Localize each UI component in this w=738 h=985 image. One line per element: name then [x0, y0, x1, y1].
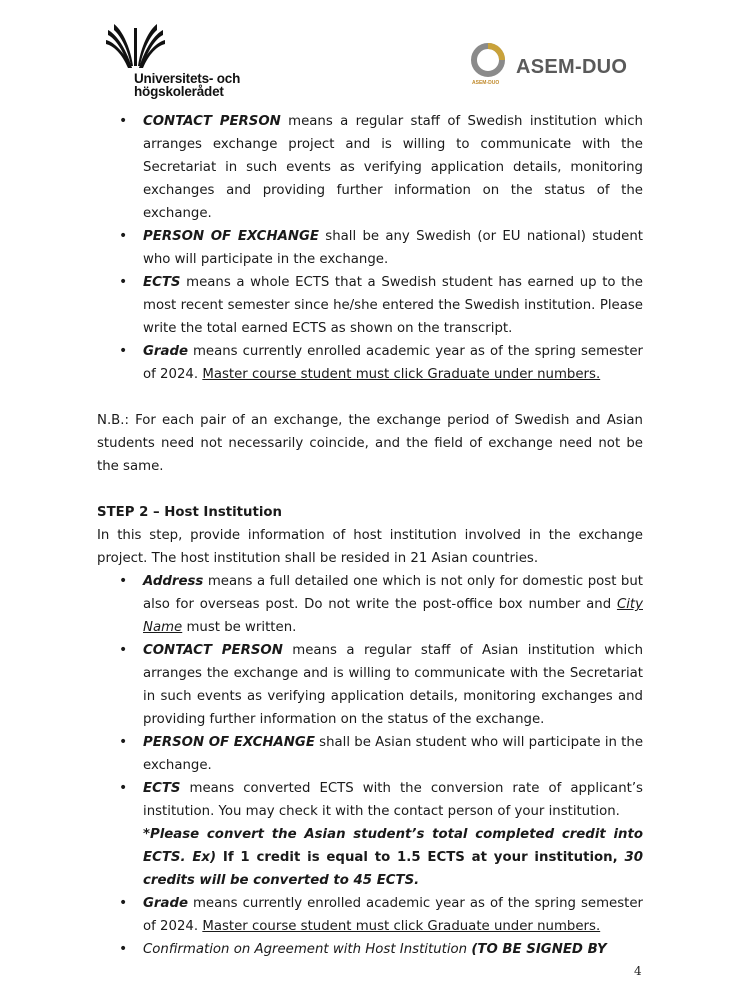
uhr-book-icon	[106, 22, 166, 72]
grade-note: Master course student must click Graduate under numbers.	[202, 367, 601, 382]
term: PERSON OF EXCHANGE	[143, 229, 319, 244]
step1-definitions-list	[97, 110, 643, 386]
asem-duo-logo	[470, 42, 640, 92]
definition: means a whole ECTS that a Swedish student has earned up to the most recent semester since he/she entered the Swedish institution. Please write the total earned ECTS as shown on the transcript.	[143, 275, 643, 336]
list-item	[143, 570, 643, 639]
list-item	[143, 225, 643, 271]
definition: means a regular staff of Asian institution which arranges the exchange and is willing to communicate with the Secretariat in such events as verifying application details, monitoring exchanges and providing further information on the status of the exchange.	[143, 643, 643, 727]
spacer	[97, 386, 643, 409]
page-header	[0, 0, 738, 110]
asem-logo-name: ASEM-DUO	[516, 56, 628, 78]
confirmation-text: Confirmation on Agreement with Host Institution	[143, 942, 472, 957]
step2-title: STEP 2 – Host Institution	[97, 505, 283, 520]
list-item	[143, 892, 643, 938]
spacer	[97, 478, 643, 501]
term: CONTACT PERSON	[143, 114, 281, 129]
term: Grade	[143, 344, 188, 359]
step2-definitions-list	[97, 570, 643, 961]
ects-note-bold: If 1 credit is equal to 1.5 ECTS at your institution,	[216, 850, 625, 865]
document-body	[97, 110, 643, 961]
term: Grade	[143, 896, 188, 911]
list-item	[143, 639, 643, 731]
list-item	[143, 938, 643, 961]
list-item	[143, 340, 643, 386]
uhr-logo-line2: högskolerådet	[134, 83, 224, 99]
definition: shall be any Swedish (or EU national) student who will participate in the exchange.	[143, 229, 644, 267]
asem-logo-subtext: ASEM-DUO	[472, 80, 500, 86]
definition: means currently enrolled academic year as of the spring semester of 2024.	[143, 896, 643, 934]
uhr-logo	[104, 22, 264, 102]
definition: means currently enrolled academic year as of the spring semester of 2024.	[143, 344, 643, 382]
term: CONTACT PERSON	[143, 643, 283, 658]
definition-end: must be written.	[182, 620, 297, 635]
term: PERSON OF EXCHANGE	[143, 735, 315, 750]
list-item	[143, 777, 643, 892]
page-number: 4	[634, 964, 642, 978]
uhr-logo-text	[134, 73, 240, 98]
asem-ring-icon	[470, 42, 510, 82]
list-item	[143, 731, 643, 777]
ects-note-italic-end: 30 credits will be converted to 45 ECTS.	[143, 850, 643, 888]
definition: means a regular staff of Swedish institution which arranges exchange project and is willing to communicate with the Secretariat in such events as verifying application details, monitoring exchanges and providing further information on the status of the exchange.	[143, 114, 643, 221]
step2-intro: In this step, provide information of host institution involved in the exchange project. The host institution shall be resided in 21 Asian countries.	[97, 528, 643, 566]
grade-note: Master course student must click Graduate under numbers.	[202, 919, 601, 934]
list-item	[143, 271, 643, 340]
nb-paragraph: N.B.: For each pair of an exchange, the exchange period of Swedish and Asian students need not necessarily coincide, and the field of exchange need not be the same.	[97, 413, 643, 474]
list-item	[143, 110, 643, 225]
definition: shall be Asian student who will participate in the exchange.	[143, 735, 644, 773]
term: Address	[143, 574, 204, 589]
definition: means a full detailed one which is not only for domestic post but also for overseas post. Do not write the post-office box number and	[143, 574, 643, 612]
term: ECTS	[143, 275, 181, 290]
confirmation-signed: (TO BE SIGNED BY	[471, 942, 607, 957]
city-name-emphasis: City Name	[143, 597, 643, 635]
uhr-logo-line1: Universitets- och	[134, 71, 241, 86]
definition: means converted ECTS with the conversion rate of applicant’s institution. You may check it with the contact person of your institution.	[143, 781, 643, 819]
ects-note-italic: *Please convert the Asian student’s total completed credit into ECTS. Ex)	[143, 827, 643, 865]
term: ECTS	[143, 781, 181, 796]
